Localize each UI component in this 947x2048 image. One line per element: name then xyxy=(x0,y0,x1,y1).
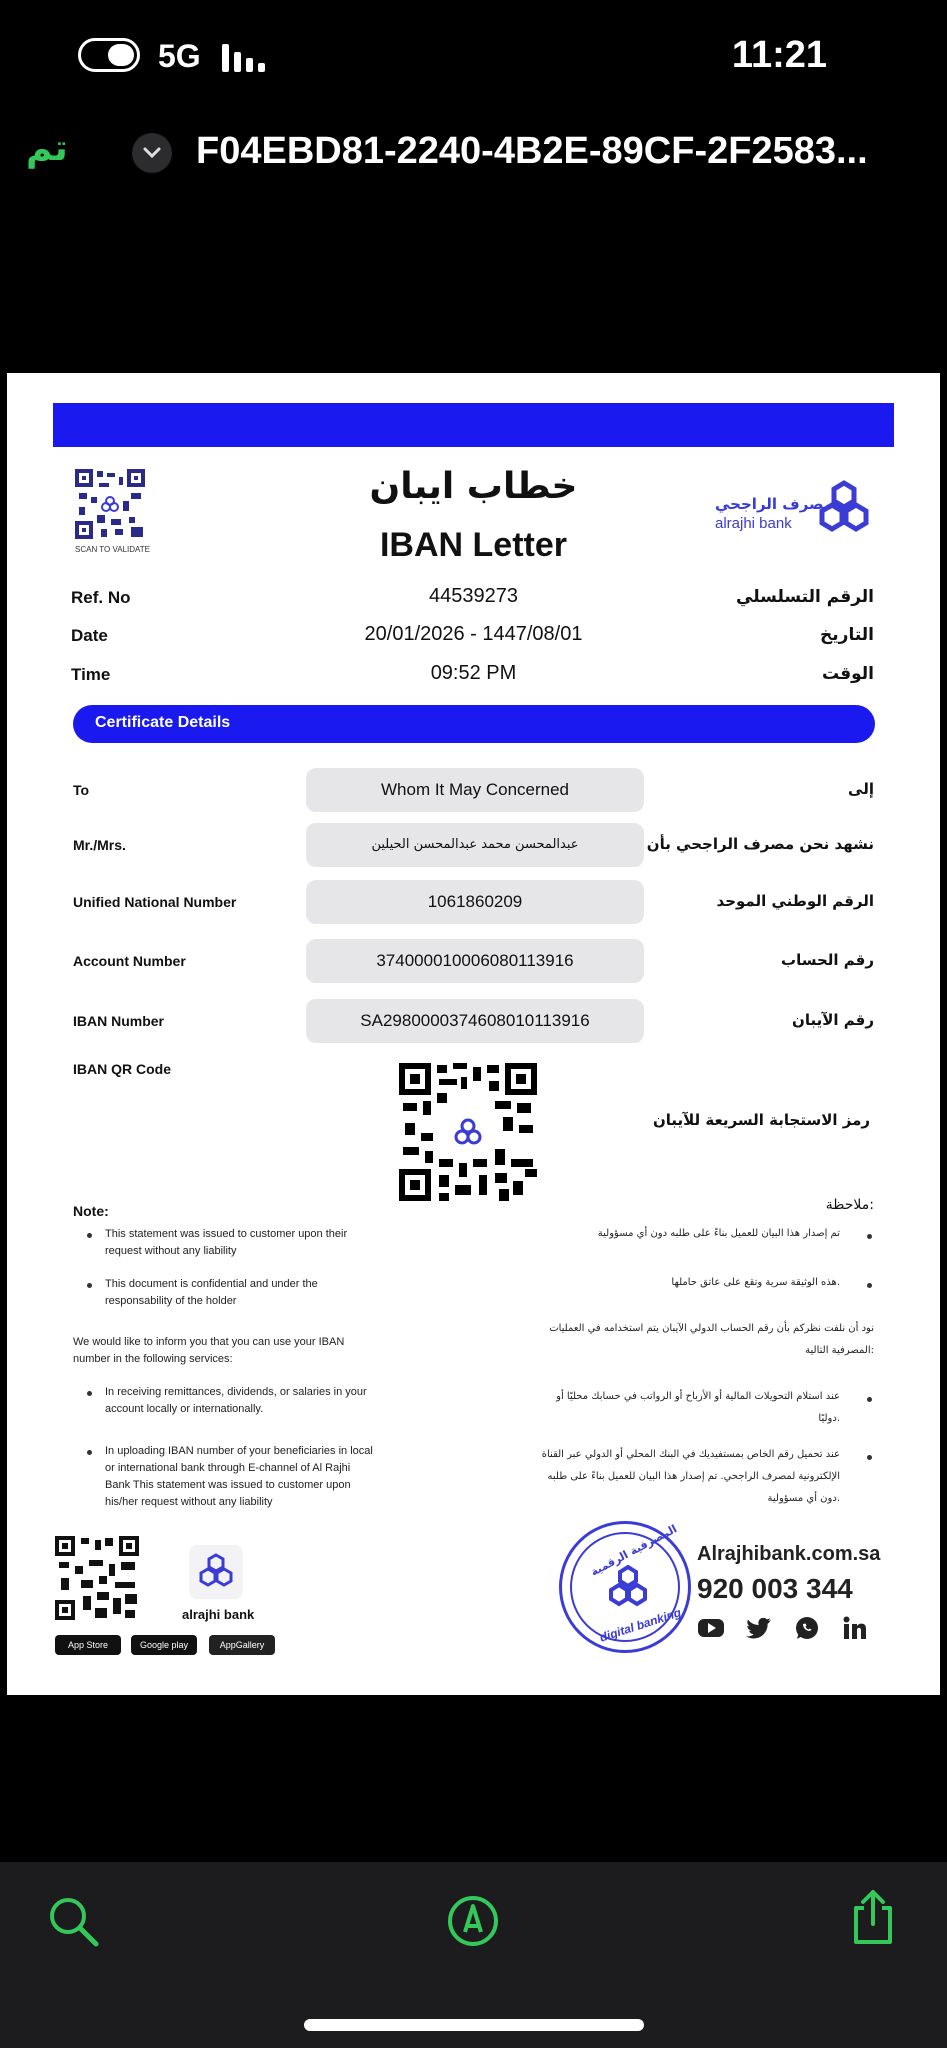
chevron-down-icon[interactable] xyxy=(132,133,172,173)
website: Alrajhibank.com.sa xyxy=(697,1543,881,1565)
field-label-ar: الرقم الوطني الموحد xyxy=(716,892,874,910)
ref-no-label-ar: الرقم التسلسلي xyxy=(736,587,874,607)
field-value: SA2980000374608010113916 xyxy=(306,999,644,1043)
field-value: Whom It May Concerned xyxy=(306,768,644,812)
file-title[interactable]: F04EBD81-2240-4B2E-89CF-2F2583... xyxy=(196,130,868,172)
signal-icon xyxy=(222,44,268,72)
title-arabic: خطاب ايبان xyxy=(369,466,578,507)
note-ar-1: تم إصدار هذا البيان للعميل بناءً على طلبه دون أي مسؤولية xyxy=(597,1228,840,1239)
date-label: Date xyxy=(71,626,108,645)
scan-label: SCAN TO VALIDATE xyxy=(75,545,150,554)
header-band xyxy=(53,403,894,447)
app-download-qr-code xyxy=(55,1536,139,1620)
seal-text-en: digital banking xyxy=(597,1605,683,1645)
ref-no-label: Ref. No xyxy=(71,588,131,607)
bullet xyxy=(87,1391,92,1396)
note-en-2: This document is confidential and under the responsability of the holder xyxy=(105,1278,318,1307)
screen-mirroring-pill xyxy=(78,38,140,72)
time-label: Time xyxy=(71,665,111,684)
date-row xyxy=(7,623,940,653)
time-value: 09:52 PM xyxy=(430,662,517,684)
field-value: عبدالمحسن محمد عبدالمحسن الحيلين xyxy=(306,823,644,867)
footer-brand: alrajhi bank xyxy=(182,1607,255,1622)
brand-name-english: alrajhi bank xyxy=(715,515,792,532)
field-label: Mr./Mrs. xyxy=(73,837,126,853)
field-label-ar: إلى xyxy=(848,780,874,798)
home-indicator xyxy=(304,2019,644,2031)
services-intro-ar: نود أن نلفت نظركم بأن رقم الحساب الدولي الآيبان يتم استخدامه في العمليات المصرفية التالية: xyxy=(549,1323,874,1356)
note-title: Note: xyxy=(73,1203,109,1219)
phone-number: 920 003 344 xyxy=(697,1573,853,1604)
youtube-icon xyxy=(697,1615,725,1641)
appgallery-badge: AppGallery xyxy=(209,1635,275,1655)
alrajhi-logo-icon xyxy=(604,1564,652,1612)
note-en-1: This statement was issued to customer upon their request without any liability xyxy=(105,1228,348,1257)
field-row-national-number xyxy=(7,880,940,926)
markup-pen-icon[interactable] xyxy=(446,1894,500,1948)
ref-no-row xyxy=(7,585,940,615)
app-store-badge: App Store xyxy=(55,1635,121,1655)
field-label-ar: رقم الحساب xyxy=(781,951,874,969)
iban-qr-label: IBAN QR Code xyxy=(73,1061,171,1077)
iban-qr-code xyxy=(399,1063,537,1201)
field-label: IBAN Number xyxy=(73,1013,165,1029)
document-page xyxy=(7,373,940,1695)
field-row-to xyxy=(7,768,940,814)
ref-no-value: 44539273 xyxy=(429,585,518,607)
certificate-details-header: Certificate Details xyxy=(73,705,875,743)
date-label-ar: التاريخ xyxy=(820,625,874,645)
services-intro-en: We would like to inform you that you can use your IBAN number in the following services: xyxy=(73,1336,345,1365)
bullet xyxy=(867,1455,872,1460)
field-label: Unified National Number xyxy=(73,894,237,910)
time-row xyxy=(7,662,940,692)
field-value: 1061860209 xyxy=(306,880,644,924)
bottom-toolbar xyxy=(0,1862,947,2048)
field-value: 374000010006080113916 xyxy=(306,939,644,983)
field-label: To xyxy=(73,782,90,798)
title-english: IBAN Letter xyxy=(379,526,568,564)
service-en-2: In uploading IBAN number of your beneficiaries in local or international bank through E-channel of Al Rajhi Bank This statement was issued to customer upon his/her request without any liability xyxy=(105,1445,373,1508)
search-icon[interactable] xyxy=(46,1894,100,1948)
bullet xyxy=(867,1283,872,1288)
field-label: Account Number xyxy=(73,953,186,969)
bullet xyxy=(867,1234,872,1239)
field-row-account-number xyxy=(7,939,940,985)
twitter-icon xyxy=(745,1615,773,1641)
note-title-ar: ملاحظة: xyxy=(825,1197,874,1213)
share-icon[interactable] xyxy=(848,1888,898,1946)
note-ar-2: هذه الوثيقة سرية وتقع على عاتق حاملها. xyxy=(671,1277,840,1288)
time-label-ar: الوقت xyxy=(822,664,874,684)
service-en-1: In receiving remittances, dividends, or salaries in your account locally or internationally. xyxy=(105,1386,367,1415)
date-value: 20/01/2026 - 1447/08/01 xyxy=(364,623,583,645)
whatsapp-icon xyxy=(793,1615,821,1641)
alrajhi-logo-icon xyxy=(189,1545,243,1599)
bullet xyxy=(87,1283,92,1288)
iban-qr-label-ar: رمز الاستجابة السريعة للآيبان xyxy=(652,1111,870,1129)
service-ar-2: عند تحميل رقم الخاص بمستفيديك في البنك المحلي أو الدولي عبر القناة الإلكترونية لمصرف الراجحي. تم إصدار هذا البيان للعميل بناءً على طلبه دون أي مسؤولية. xyxy=(541,1449,840,1504)
digital-banking-seal xyxy=(559,1521,691,1653)
seal-text-ar: المصرفية الرقمية xyxy=(588,1522,680,1579)
google-play-badge: Google play xyxy=(131,1635,197,1655)
bullet xyxy=(87,1233,92,1238)
clock: 11:21 xyxy=(731,34,827,76)
brand-name-arabic: مصرف الراجحي xyxy=(715,495,834,513)
service-ar-1: عند استلام التحويلات المالية أو الأرباح أو الرواتب في حسابك محليًا أو دوليًا. xyxy=(556,1391,840,1424)
field-label-ar: نشهد نحن مصرف الراجحي بأن xyxy=(646,835,874,853)
done-button[interactable]: تم xyxy=(26,128,68,169)
bullet xyxy=(867,1397,872,1402)
status-bar xyxy=(0,0,947,110)
bullet xyxy=(87,1450,92,1455)
field-row-iban xyxy=(7,999,940,1045)
alrajhi-logo-icon xyxy=(811,479,877,545)
linkedin-icon xyxy=(841,1615,869,1641)
network-type: 5G xyxy=(158,38,201,74)
field-label-ar: رقم الآيبان xyxy=(792,1011,874,1029)
field-row-name xyxy=(7,823,940,869)
